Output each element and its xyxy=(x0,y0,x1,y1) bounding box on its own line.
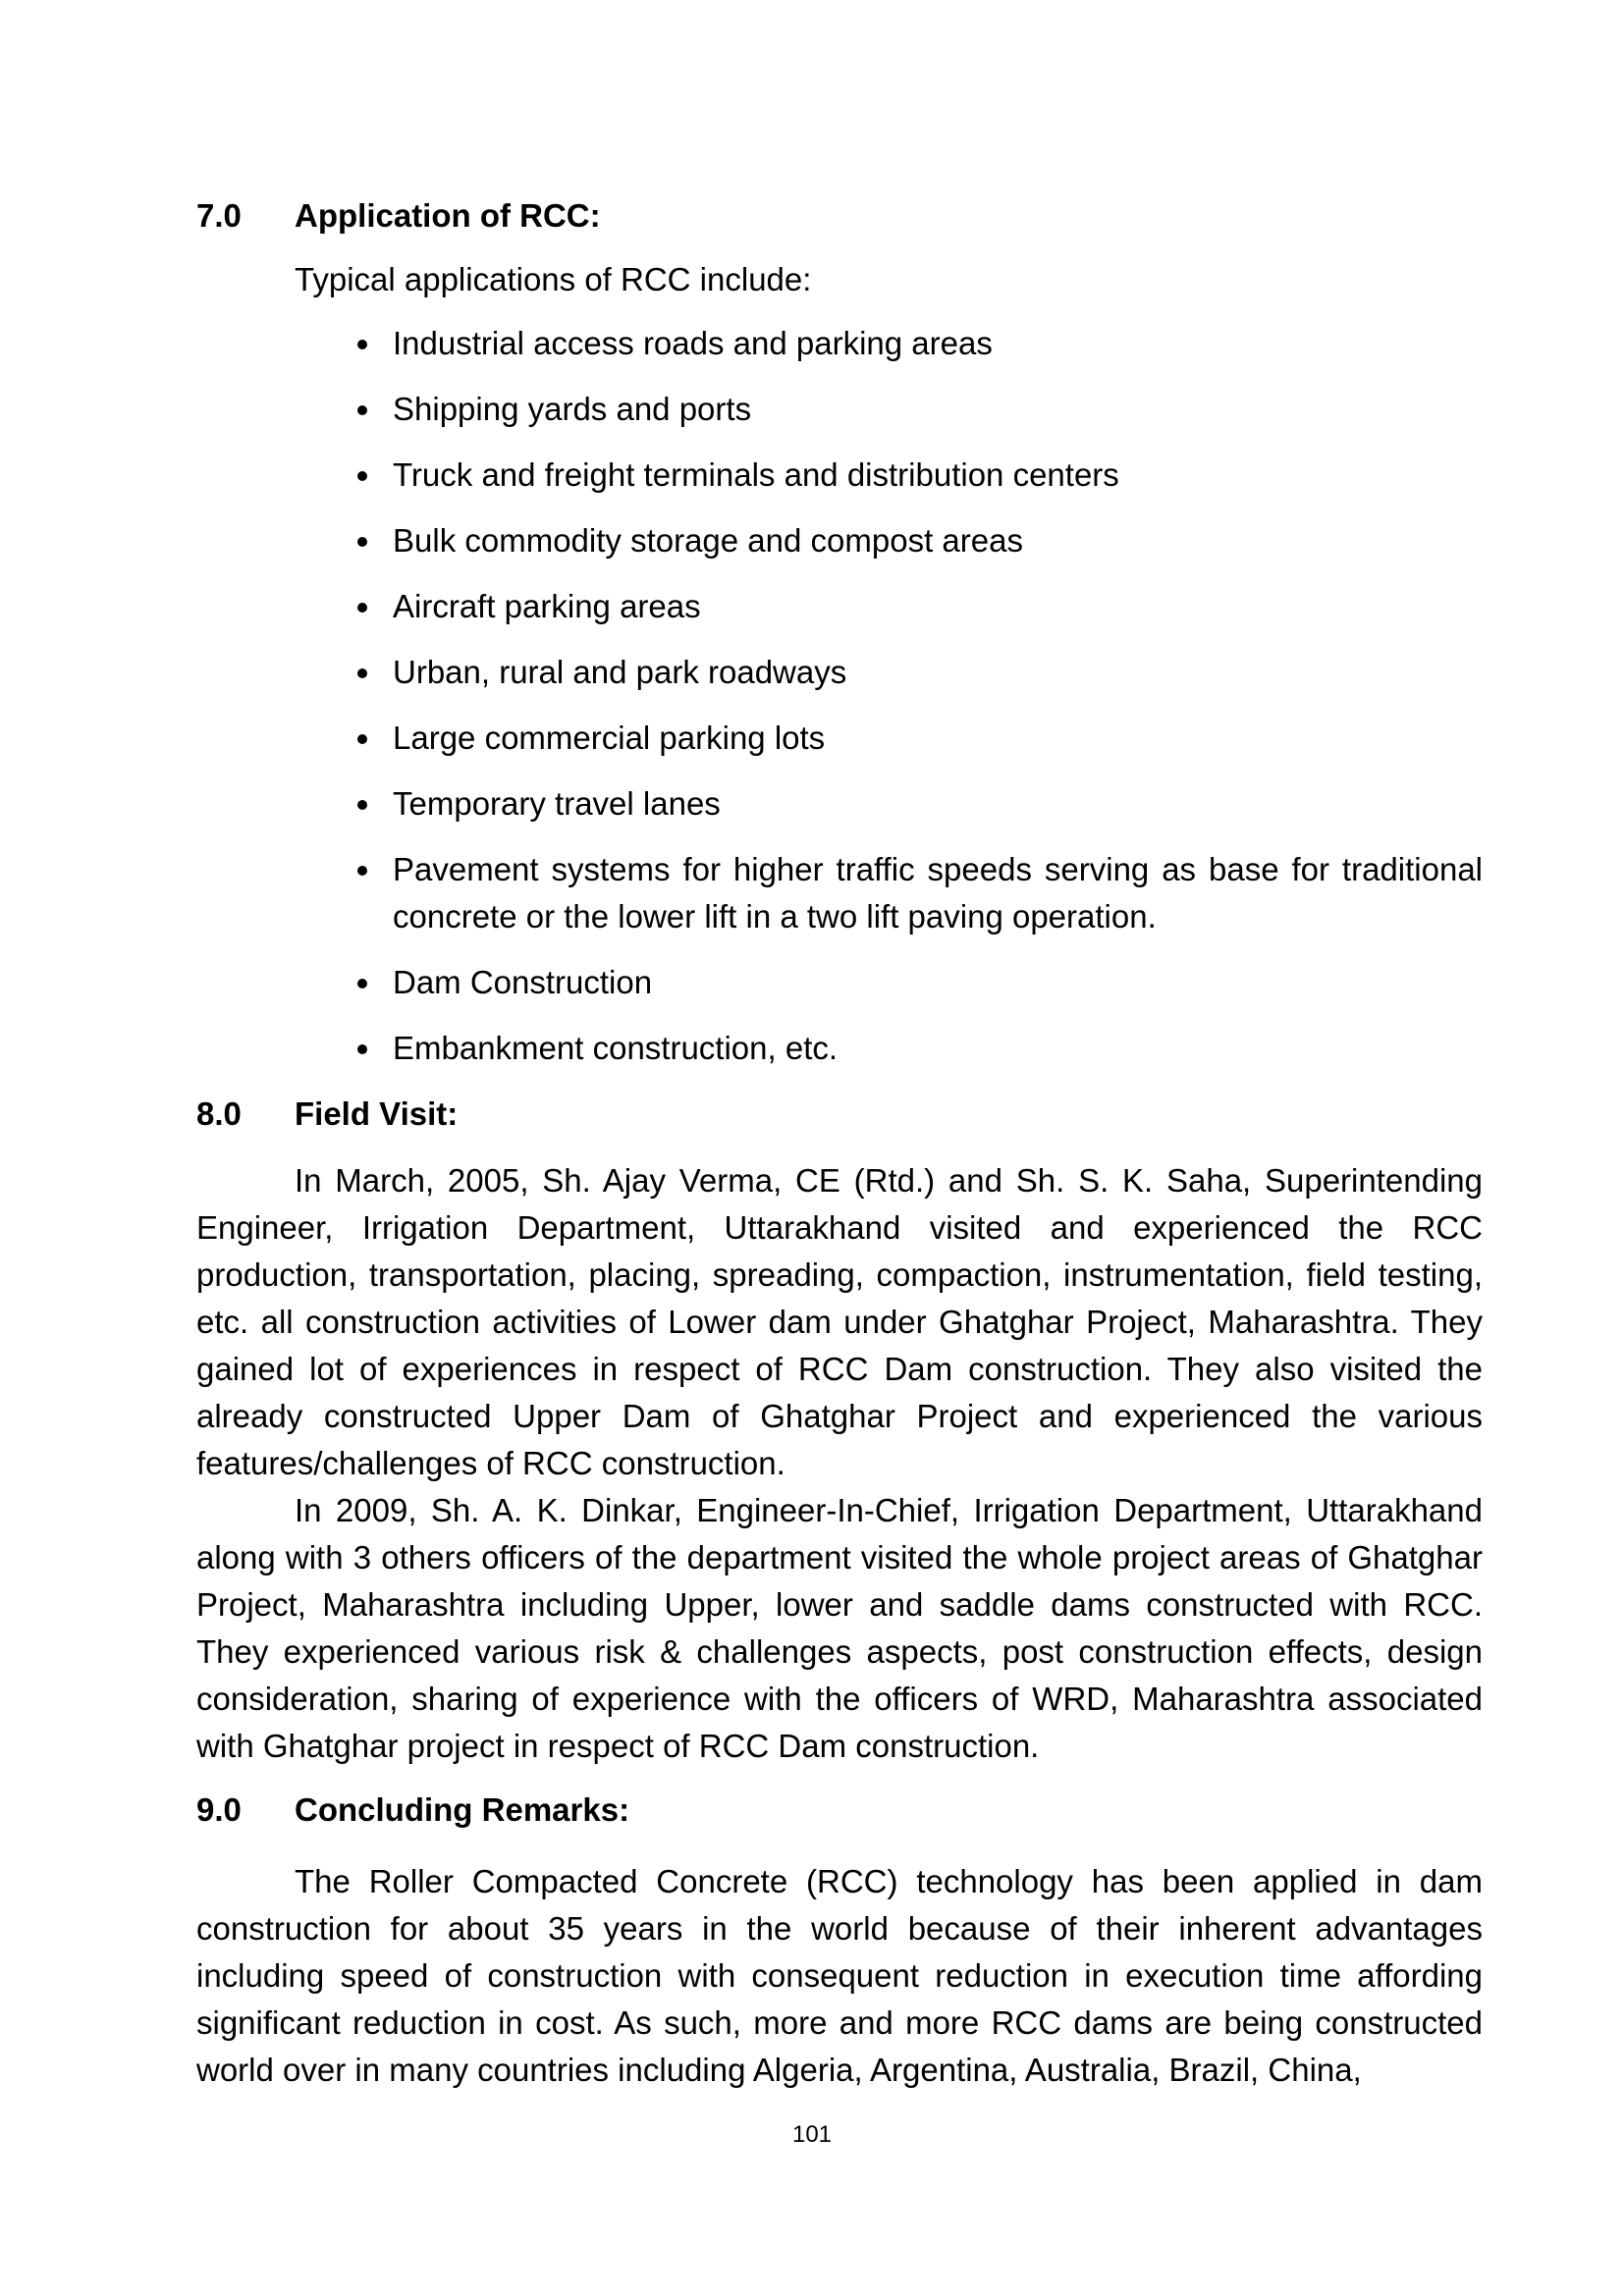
list-item-text: Truck and freight terminals and distribution centers xyxy=(393,456,1119,493)
field-visit-paragraph-1: In March, 2005, Sh. Ajay Verma, CE (Rtd.) and Sh. S. K. Saha, Superintending Engineer, Irrigation Department, Uttarakhand visited and experienced the RCC production, transportation, placing, spreading, compaction, instrumentation, field testing, etc. all construction activities of Lower dam under Ghatghar Project, Maharashtra. They gained lot of experiences in respect of RCC Dam construction. They also visited the already constructed Upper Dam of Ghatghar Project and experienced the various features/challenges of RCC construction. xyxy=(196,1162,1483,1481)
list-item-text: Shipping yards and ports xyxy=(393,391,752,427)
list-item-text: Aircraft parking areas xyxy=(393,588,701,624)
bullet-icon xyxy=(357,340,367,349)
list-item xyxy=(353,846,1483,940)
bullet-icon xyxy=(357,979,367,988)
list-item xyxy=(353,386,1483,433)
section-7-intro: Typical applications of RCC include: xyxy=(295,261,812,297)
section-9-title: Concluding Remarks: xyxy=(295,1791,630,1828)
list-item-text: Temporary travel lanes xyxy=(393,785,721,822)
list-item xyxy=(353,320,1483,367)
bullet-icon xyxy=(357,537,367,547)
list-item xyxy=(353,583,1483,630)
list-item-text: Large commercial parking lots xyxy=(393,720,826,756)
bullet-icon xyxy=(357,603,367,613)
list-item-text: Industrial access roads and parking areas xyxy=(393,325,993,361)
section-7-heading xyxy=(196,196,601,236)
field-visit-paragraph-2: In 2009, Sh. A. K. Dinkar, Engineer-In-Chief, Irrigation Department, Uttarakhand along with 3 others officers of the department visited the whole project areas of Ghatghar Project, Maharashtra including Upper, lower and saddle dams constructed with RCC. They experienced various risk & challenges aspects, post construction effects, design consideration, sharing of experience with the officers of WRD, Maharashtra associated with Ghatghar project in respect of RCC Dam construction. xyxy=(196,1492,1483,1764)
bullet-icon xyxy=(357,405,367,415)
bullet-icon xyxy=(357,734,367,744)
section-8-title: Field Visit: xyxy=(295,1095,459,1132)
list-item xyxy=(353,452,1483,499)
list-item-text: Embankment construction, etc. xyxy=(393,1030,839,1066)
list-item xyxy=(353,715,1483,762)
list-item-text: Urban, rural and park roadways xyxy=(393,654,847,690)
list-item-text: Dam Construction xyxy=(393,964,653,1000)
section-9-number: 9.0 xyxy=(196,1791,242,1828)
applications-list xyxy=(353,320,1483,1091)
list-item-text: Pavement systems for higher traffic speeds serving as base for traditional concrete or the lower lift in a two lift paving operation. xyxy=(393,851,1483,934)
section-7-title: Application of RCC: xyxy=(295,197,601,234)
section-8-number: 8.0 xyxy=(196,1095,242,1132)
list-item-text: Bulk commodity storage and compost areas xyxy=(393,522,1023,559)
section-8-heading xyxy=(196,1095,458,1134)
bullet-icon xyxy=(357,471,367,481)
concluding-remarks-paragraph: The Roller Compacted Concrete (RCC) technology has been applied in dam construction for about 35 years in the world because of their inherent advantages including speed of construction with consequent reduction in execution time affording significant reduction in cost. As such, more and more RCC dams are being constructed world over in many countries including Algeria, Argentina, Australia, Brazil, China, xyxy=(196,1863,1483,2088)
list-item xyxy=(353,1025,1483,1072)
list-item xyxy=(353,649,1483,696)
bullet-icon xyxy=(357,800,367,810)
list-item xyxy=(353,780,1483,828)
bullet-icon xyxy=(357,668,367,678)
list-item xyxy=(353,959,1483,1006)
bullet-icon xyxy=(357,866,367,876)
bullet-icon xyxy=(357,1044,367,1054)
section-9-heading xyxy=(196,1790,629,1830)
page-number: 101 xyxy=(791,2121,833,2148)
list-item xyxy=(353,517,1483,564)
section-7-number: 7.0 xyxy=(196,197,242,234)
